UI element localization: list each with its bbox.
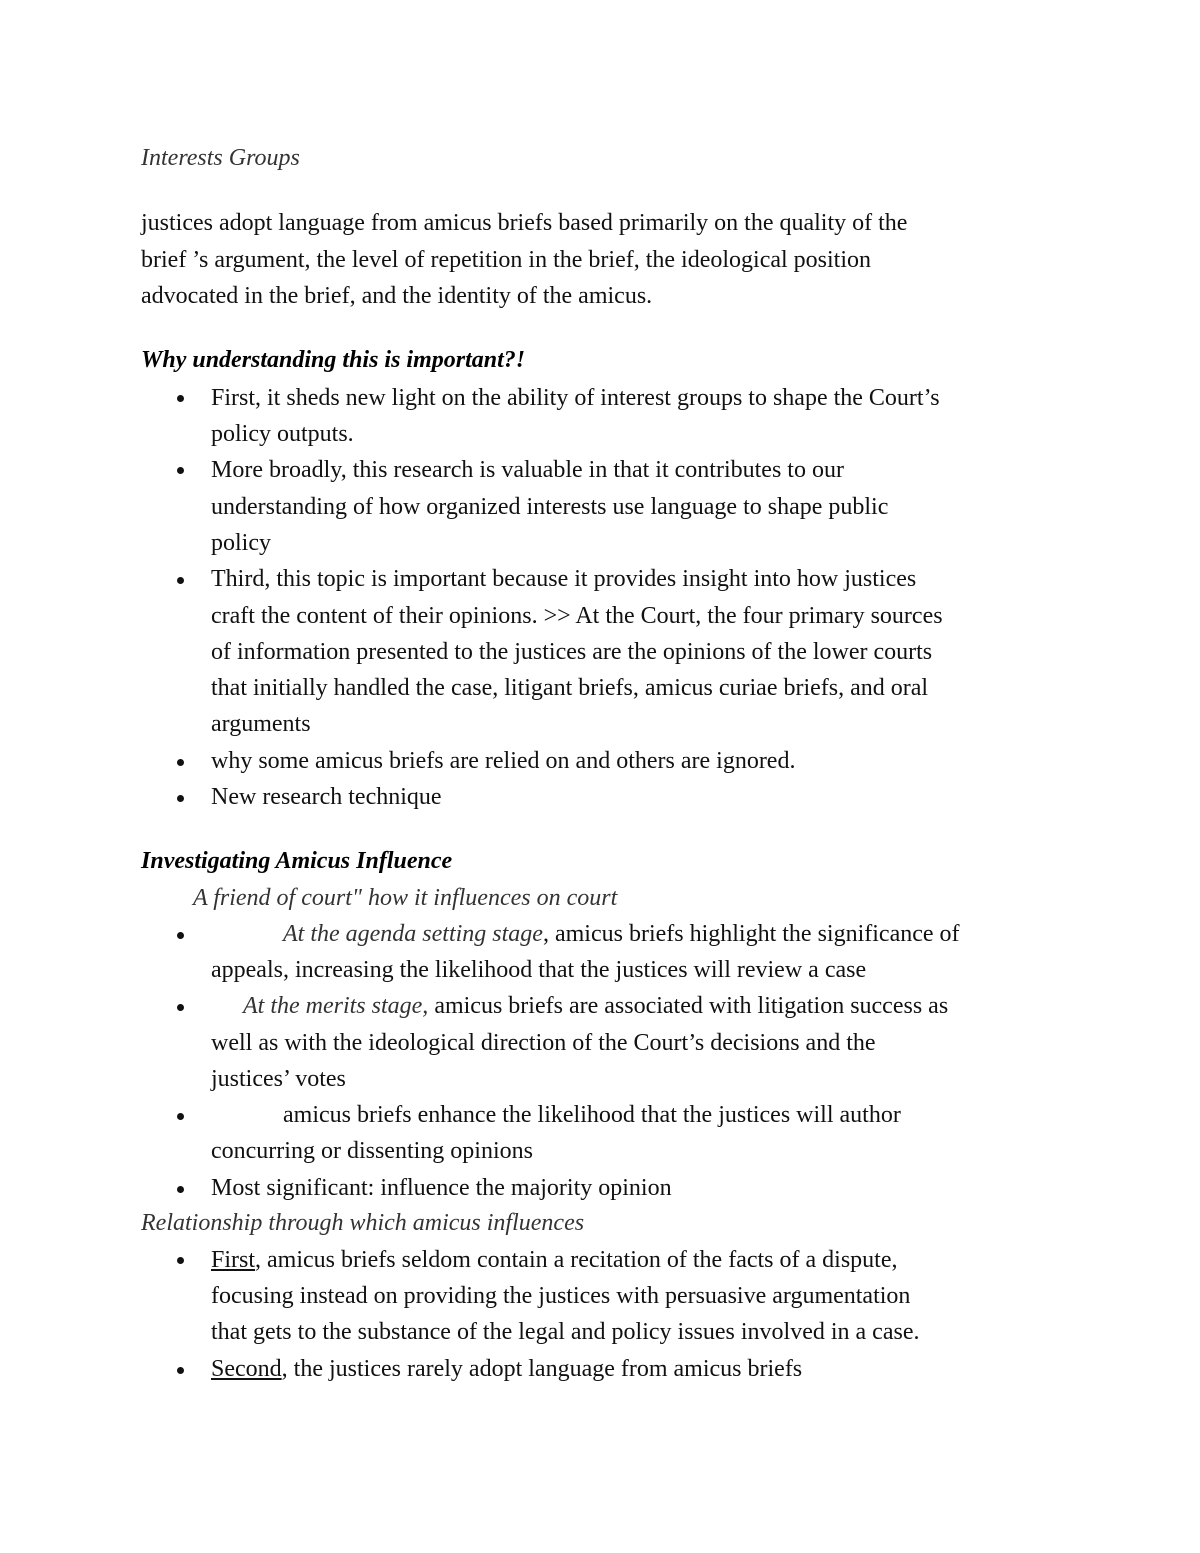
s1-bullet3-line2: craft the content of their opinions. >> At the Court, the four primary sources	[211, 603, 943, 629]
bullet-icon	[177, 759, 184, 766]
s1-bullet4-line1: why some amicus briefs are relied on and others are ignored.	[211, 748, 796, 774]
s2-bullet1-italic-lead: At the agenda setting stage	[283, 921, 543, 947]
s1-bullet5-line1: New research technique	[211, 784, 442, 810]
bullet-icon	[177, 1004, 184, 1011]
s2-bullet2-line2: well as with the ideological direction of the Court’s decisions and the	[211, 1030, 876, 1056]
s3-bullet1-line3: that gets to the substance of the legal and policy issues involved in a case.	[211, 1319, 920, 1345]
s1-bullet2-line2: understanding of how organized interests use language to shape public	[211, 494, 889, 520]
s1-bullet3-line5: arguments	[211, 711, 311, 737]
bullet-icon	[177, 467, 184, 474]
s3-bullet2-rest: , the justices rarely adopt language from amicus briefs	[281, 1356, 803, 1382]
s2-bullet2-rest: amicus briefs are associated with litigation success as	[428, 993, 949, 1019]
s3-bullet1-rest: , amicus briefs seldom contain a recitation of the facts of a dispute,	[255, 1247, 898, 1273]
s2-bullet1-rest: , amicus briefs highlight the significance of	[542, 921, 960, 947]
bullet-icon	[177, 395, 184, 402]
bullet-icon	[177, 795, 184, 802]
s2-bullet1-line1	[283, 916, 960, 952]
section3-heading: Relationship through which amicus influences	[141, 1210, 585, 1236]
s3-bullet1-underlined: First	[211, 1247, 256, 1273]
s1-bullet1-line2: policy outputs.	[211, 421, 354, 447]
s2-bullet2-line1	[243, 988, 948, 1024]
s1-bullet2-line1: More broadly, this research is valuable in that it contributes to our	[211, 457, 844, 483]
s2-bullet1-line2: appeals, increasing the likelihood that the justices will review a case	[211, 957, 867, 983]
section2-subheading: A friend of court" how it influences on court	[193, 885, 618, 911]
s3-bullet1-line1	[211, 1242, 897, 1278]
bullet-icon	[177, 1367, 184, 1374]
document-title: Interests Groups	[141, 145, 300, 171]
s1-bullet2-line3: policy	[211, 530, 271, 556]
section2-heading: Investigating Amicus Influence	[141, 848, 453, 874]
bullet-icon	[177, 1257, 184, 1264]
s1-bullet1-line1: First, it sheds new light on the ability of interest groups to shape the Court’s	[211, 385, 940, 411]
section1-heading: Why understanding this is important?!	[141, 347, 526, 373]
bullet-icon	[177, 1113, 184, 1120]
s1-bullet3-line3: of information presented to the justices are the opinions of the lower courts	[211, 639, 933, 665]
s2-bullet3-line2: concurring or dissenting opinions	[211, 1138, 533, 1164]
intro-line-3: advocated in the brief, and the identity of the amicus.	[141, 283, 653, 309]
s1-bullet3-line4: that initially handled the case, litigant briefs, amicus curiae briefs, and oral	[211, 675, 929, 701]
s1-bullet3-line1: Third, this topic is important because it provides insight into how justices	[211, 566, 917, 592]
s2-bullet4-line1: Most significant: influence the majority opinion	[211, 1175, 672, 1201]
bullet-icon	[177, 1186, 184, 1193]
s3-bullet2-line1	[211, 1351, 802, 1387]
bullet-icon	[177, 932, 184, 939]
intro-line-1: justices adopt language from amicus briefs based primarily on the quality of the	[141, 210, 908, 236]
s3-bullet1-line2: focusing instead on providing the justices with persuasive argumentation	[211, 1283, 911, 1309]
bullet-icon	[177, 577, 184, 584]
intro-line-2: brief ’s argument, the level of repetition in the brief, the ideological position	[141, 247, 872, 273]
s2-bullet3-line1: amicus briefs enhance the likelihood that the justices will author	[283, 1102, 901, 1128]
s2-bullet2-line3: justices’ votes	[211, 1066, 346, 1092]
s2-bullet2-italic-lead: At the merits stage,	[243, 993, 429, 1019]
s3-bullet2-underlined: Second	[211, 1356, 282, 1382]
